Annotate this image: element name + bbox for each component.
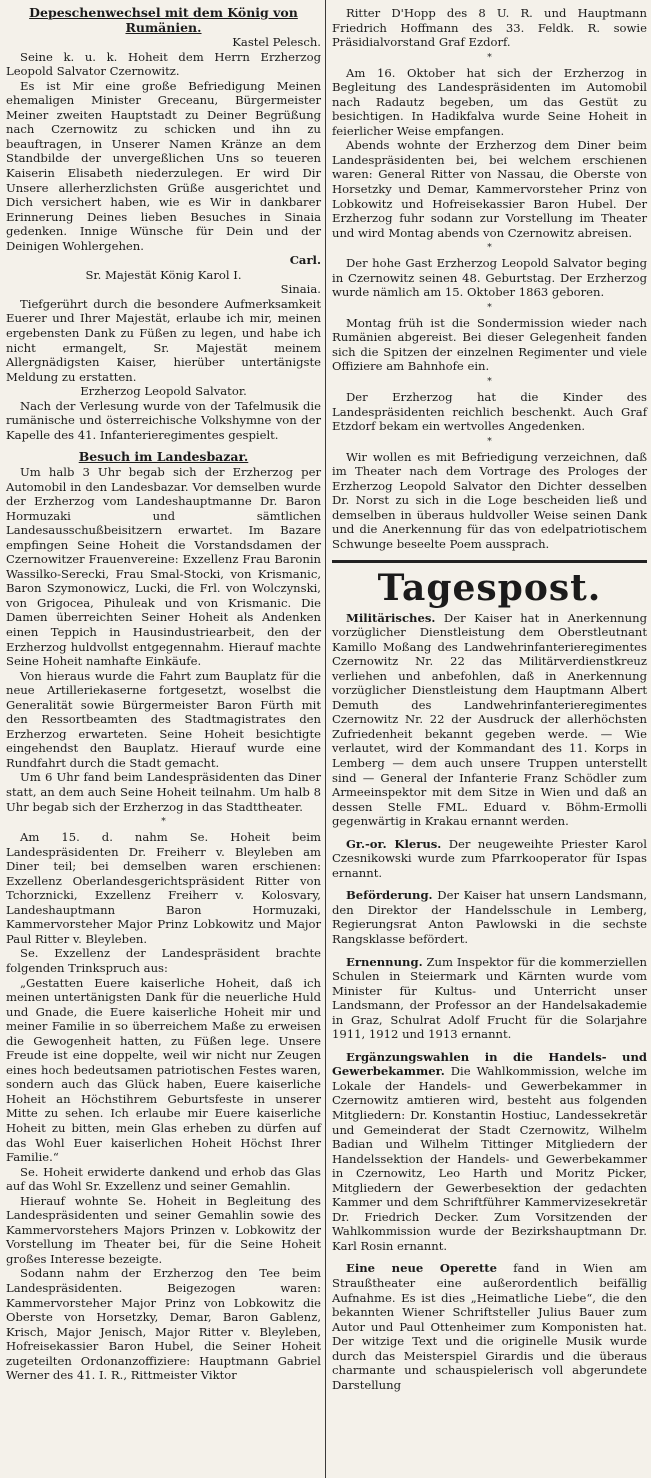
column-divider: [325, 0, 326, 1478]
news-item-body: fand in Wien am Straußtheater eine außerordentlich beifällig Aufnahme. Es ist dies „Heimatliche Liebe“, die den bekannten Wiener Schriftsteller Julius Bauer zum Autor und Paul Ottenheimer zum Komponisten hat. Der witzige Text und die originelle Musik wurde durch das Meisterspiel Girardis und die überaus charmante und schauspielerisch voll abgerundete Darstellung: [332, 1261, 647, 1392]
article-heading-bazar: Besuch im Landesbazar.: [78, 449, 249, 465]
separator-star: *: [487, 52, 492, 63]
news-item-heading: Gr.-or. Klerus.: [346, 836, 442, 851]
section-masthead: Tagespost.: [377, 566, 602, 609]
paragraph: Se. Hoheit erwiderte dankend und erhob das Glas auf das Wohl Sr. Exzellenz und seiner Gemahlin.: [6, 1164, 321, 1194]
separator-star: *: [487, 243, 492, 254]
paragraph: Um 6 Uhr fand beim Landespräsidenten das Diner statt, an dem auch Seine Hoheit teilnahm. Um halb 8 Uhr begab sich der Erzherzog in das Stadttheater.: [6, 770, 321, 814]
paragraph: Wir wollen es mit Befriedigung verzeichnen, daß im Theater nach dem Vortrage des Prologes der Erzherzog Leopold Salvator den Dichter desselben Dr. Norst zu sich in die Loge bescheiden ließ und demselben in überaus huldvoller Weise seinen Dank und die Anerkennung für das von edelpatriotischem Schwunge beseelte Poem aussprach.: [332, 449, 647, 551]
news-item-military: [332, 611, 647, 829]
news-item-body: Die Wahlkommission, welche im Lokale der Handels- und Gewerbekammer in Czernowitz amtieren wird, besteht aus folgenden Mitgliedern: Dr. Konstantin Hostiuc, Landessekretär und Gemeinderat der Stadt Czernowitz, Wilhelm Badian und Wilhelm Tittinger Mitgliedern der Handelssektion der Handels- und Gewerbekammer in Czernowitz, Leo Harth und Moritz Picker, Mitgliedern der Gewerbesektion der gedachten Kammer und dem Schriftführer Kammervizesekretär Dr. Friedrich Decker. Zum Vorsitzenden der Wahlkommission wurde der Bezirkshauptmann Dr. Karl Rosin ernannt.: [332, 1064, 648, 1253]
paragraph: Montag früh ist die Sondermission wieder nach Rumänien abgereist. Bei dieser Gelegenheit fanden sich die Spitzen der einzelnen Regimenter und viele Offiziere am Bahnhofe ein.: [332, 315, 647, 374]
paragraph: Seine k. u. k. Hoheit dem Herrn Erzherzog Leopold Salvator Czernowitz.: [6, 49, 321, 79]
paragraph: Abends wohnte der Erzherzog dem Diner beim Landespräsidenten bei, bei welchem erschienen waren: General Ritter von Nassau, die Oberste von Horsetzky und Demar, Kammervorsteher Prinz von Lobkowitz und Hofreisekassier Baron Hubel. Der Erzherzog fuhr sodann zur Vorstellung im Theater und wird Montag abends von Czernowitz abreisen.: [332, 138, 647, 240]
left-column: [6, 6, 321, 1383]
paragraph: Am 15. d. nahm Se. Hoheit beim Landespräsidenten Dr. Freiherr v. Bleyleben am Diner teil; bei demselben waren erschienen: Exzellenz Oberlandesgerichtspräsident Ritter von Tchorznicki, Exzellenz Freiherr v. Kolosvary, Landeshauptmann Baron Hormuzaki, Kammervorsteher Major Prinz Lobkowitz und Major Paul Ritter v. Bleyleben.: [6, 830, 321, 946]
separator-star: *: [487, 377, 492, 388]
paragraph: Der hohe Gast Erzherzog Leopold Salvator beging in Czernowitz seinen 48. Geburtstag. Der Erzherzog wurde nämlich am 15. Oktober 1863 geboren.: [332, 256, 647, 300]
news-item-heading: Beförderung.: [346, 888, 433, 903]
paragraph: Nach der Verlesung wurde von der Tafelmusik die rumänische und österreichische Volkshymne von der Kapelle des 41. Infanterieregimentes gespielt.: [6, 398, 321, 442]
addressee: Sr. Majestät König Karol I.: [85, 267, 242, 282]
paragraph: Tiefgerührt durch die besondere Aufmerksamkeit Euerer und Ihrer Majestät, erlaube ich mir, meinen ergebensten Dank zu Füßen zu legen, und habe ich nicht ermangelt, Sr. Majestät meinem Allergnädigsten Kaiser, hierüber untertänigste Meldung zu erstatten.: [6, 296, 321, 384]
right-column: [332, 6, 647, 1392]
news-item-body: Der Kaiser hat unsern Landsmann, den Direktor der Handelsschule in Lemberg, Regierungsrat Anton Pawlowski in die sechste Rangsklasse befördert.: [332, 888, 648, 946]
signature: Erzherzog Leopold Salvator.: [80, 384, 247, 399]
separator-star: *: [487, 436, 492, 447]
separator-star: *: [161, 817, 166, 828]
paragraph: Um halb 3 Uhr begab sich der Erzherzog per Automobil in den Landesbazar. Vor demselben wurde der Erzherzog vom Landeshauptmanne Dr. Baron Hormuzaki und sämtlichen Landesausschußbeisitzern erwartet. Im Bazare empfingen Seine Hoheit die Vorstandsdamen der Czernowitzer Frauenvereine: Exzellenz Frau Baronin Wassilko-Serecki, Frau Smal-Stocki, von Krismanic, Baron Szymonowicz, Lucki, die Frl. von Wolczynski, von Grigocea, Pihuleak und von Krismanic. Die Damen überreichten Seiner Hoheit als Andenken einen Teppich in Hausindustriearbeit, den der Erzherzog huldvollst entgegennahm. Hierauf machte Seine Hoheit namhafte Einkäufe.: [6, 464, 321, 669]
news-item-heading: Militärisches.: [346, 610, 436, 625]
news-item-heading: Ernennung.: [346, 954, 423, 969]
news-item-elections: [332, 1050, 647, 1254]
news-item-heading: Ergänzungswahlen in die Handels- und Gewerbekammer.: [332, 1049, 647, 1079]
paragraph: Am 16. Oktober hat sich der Erzherzog in Begleitung des Landespräsidenten im Automobil nach Radautz begeben, um das Gestüt zu besichtigen. In Hadikfalva wurde Seine Hoheit in feierlicher Weise empfangen.: [332, 65, 647, 138]
news-item-body: Der neugeweihte Priester Karol Czesnikowski wurde zum Pfarrkooperator für Ispas ernannt.: [332, 836, 647, 880]
news-item-heading: Eine neue Operette: [346, 1261, 498, 1276]
paragraph-toast: „Gestatten Euere kaiserliche Hoheit, daß ich meinen untertänigsten Dank für die neuerliche Huld und Gnade, die Euere kaiserliche Hoheit mir und meiner Familie in so überreichem Maße zu erweisen die Gewogenheit hatten, zu Füßen lege. Unsere Freude ist eine doppelte, weil wir nicht nur Zeugen eines hoch bedeutsamen patriotischen Festes waren, sondern auch das Glück haben, Euere kaiserliche Hoheit an Höchstihrem Geburtsfeste in unserer Mitte zu sehen. Ich erlaube mir Euere kaiserliche Hoheit zu bitten, mein Glas erheben zu dürfen auf das Wohl Euer kaiserlichen Hoheit Höchst Ihrer Familie.“: [6, 975, 321, 1165]
paragraph: Sodann nahm der Erzherzog den Tee beim Landespräsidenten. Beigezogen waren: Kammervorsteher Major Prinz von Lobkowitz die Oberste von Horsetzky, Demar, Baron Gablenz, Krisch, Major Jenisch, Major Ritter v. Bleyleben, Hofreisekassier Baron Hubel, die Seiner Hoheit zugeteilten Ordonanzoffiziere: Hauptmann Gabriel Werner des 41. I. R., Rittmeister Viktor: [6, 1266, 321, 1383]
paragraph: Von hieraus wurde die Fahrt zum Bauplatz für die neue Artilleriekaserne fortgesetzt, woselbst die Generalität sowie Bürgermeister Baron Fürth mit den Ressortbeamten des Stadtmagistrates den Erzherzog erwarteten. Seine Hoheit besichtigte eingehendst den Bauplatz. Hierauf wurde eine Rundfahrt durch die Stadt gemacht.: [6, 668, 321, 770]
article-heading-telegrams: Depeschenwechsel mit dem König von Rumänien.: [29, 5, 298, 35]
news-item-operetta: [332, 1261, 647, 1392]
signature: Carl.: [289, 253, 321, 268]
dateline: Sinaia.: [280, 282, 321, 297]
paragraph: Der Erzherzog hat die Kinder des Landespräsidenten reichlich beschenkt. Auch Graf Etzdorf bekam ein wertvolles Angedenken.: [332, 390, 647, 434]
paragraph: Hierauf wohnte Se. Hoheit in Begleitung des Landespräsidenten und seiner Gemahlin sowie des Kammervorstehers Majors Prinzen v. Lobkowitz der Vorstellung im Theater bei, für die Seine Hoheit großes Interesse bezeigte.: [6, 1193, 321, 1266]
news-item-appointment: [332, 955, 647, 1042]
separator-star: *: [487, 302, 492, 313]
news-item-clergy: [332, 837, 647, 881]
section-rule: [332, 560, 647, 563]
dateline: Kastel Pelesch.: [232, 35, 321, 50]
news-item-body: Der Kaiser hat in Anerkennung vorzüglicher Dienstleistung dem Oberstleutnant Kamillo Moßang des Landwehrinfanterieregimentes Czernowitz Nr. 22 das Militärverdienstkreuz verliehen und anbefohlen, daß in Anerkennung vorzüglicher Dienstleistung dem Hauptmann Albert Demuth des Landwehrinfanterieregimentes Czernowitz Nr. 22 der Ausdruck der allerhöchsten Zufriedenheit bekannt gegeben werde. — Wie verlautet, wird der Kommandant des 11. Korps in Lemberg — dem auch unsere Truppen unterstellt sind — General der Infanterie Franz Schödler zum Armeeinspektor mit dem Sitze in Wien und daß an dessen Stelle FML. Eduard v. Böhm-Ermolli gegenwärtig in Krakau ernannt werden.: [332, 610, 647, 829]
paragraph: Se. Exzellenz der Landespräsident brachte folgenden Trinkspruch aus:: [6, 946, 321, 975]
paragraph: Ritter D'Hopp des 8 U. R. und Hauptmann Friedrich Hoffmann des 33. Feldk. R. sowie Präsidialvorstand Graf Ezdorf.: [332, 6, 647, 50]
news-item-promotion: [332, 888, 647, 946]
news-item-body: Zum Inspektor für die kommerziellen Schulen in Steiermark und Kärnten wurde vom Minister für Kultus- und Unterricht unser Landsmann, der Professor an der Handelsakademie in Graz, Schulrat Adolf Frucht für die Solarjahre 1911, 1912 und 1913 ernannt.: [332, 954, 647, 1042]
paragraph: Es ist Mir eine große Befriedigung Meinen ehemaligen Minister Greceanu, Bürgermeister Meiner zweiten Hauptstadt zu Deiner Begrüßung nach Czernowitz zu schicken und ihn zu beauftragen, in Unserer Namen Kränze an dem Standbilde der unvergeßlichen Uns so teueren Kaiserin Elisabeth niederzulegen. Er wird Dir Unsere allerherzlichsten Grüße ausgerichtet und Dich versichert haben, wie es Wir in dankbarer Erinnerung Deines lieben Besuches in Sinaia gedenken. Innige Wünsche für Dein und der Deinigen Wohlergehen.: [6, 78, 321, 253]
